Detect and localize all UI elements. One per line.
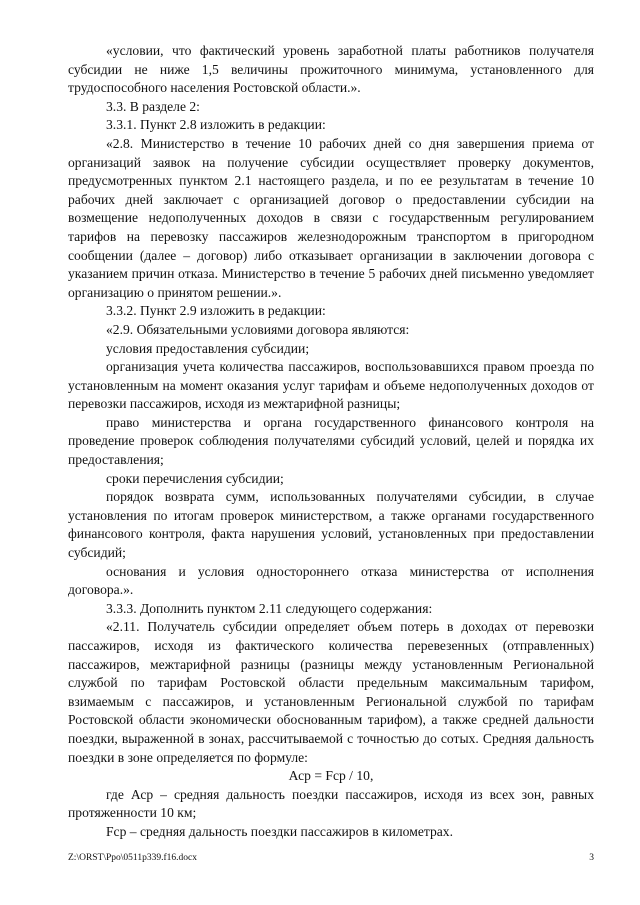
paragraph: условия предоставления субсидии; [106, 340, 310, 356]
paragraph: «условии, что фактический уровень заработной платы работников получателя субсидии не ниже 1,5 величины прожиточного минимума, установленного для трудоспособного населения Ростовской области.». [68, 43, 594, 96]
paragraph: 3.3.2. Пункт 2.9 изложить в редакции: [106, 303, 326, 319]
paragraph: «2.8. Министерство в течение 10 рабочих дней со дня завершения приема от организаций заявок на получение субсидии осуществляет проверку документов, предусмотренных пунктом 2.1 настоящего раздела, и по ее результатам в течение 10 рабочих дней заключает с организацией договор о предоставлении субсидии на возмещение недополученных доходов в связи с государственным регулированием тарифов на перевозку пассажиров железнодорожным транспортом в пригородном сообщении (далее – договор) либо отказывает организации в заключении договора с указанием причин отказа. Министерство в течение 5 рабочих дней письменно уведомляет организацию о принятом решении.». [68, 135, 594, 300]
paragraph: сроки перечисления субсидии; [106, 470, 284, 486]
paragraph: «2.11. Получатель субсидии определяет объем потерь в доходах от перевозки пассажиров, исходя из фактического количества перевезенных (отправленных) пассажиров, межтарифной разницы (разницы между установленным Региональной службой по тарифам Ростовской области предельным максимальным тарифом, взимаемым с пассажиров, и установленным Региональной службой по тарифам Ростовской области экономически обоснованным тарифом), а также средней дальности поездки, выраженной в зонах, рассчитываемой с точностью до сотых. Средняя дальность поездки в зоне определяется по формуле: [68, 619, 594, 765]
paragraph: 3.3.3. Дополнить пунктом 2.11 следующего содержания: [106, 600, 433, 616]
footer-file-path: Z:\ORST\Ppo\0511p339.f16.docx [68, 853, 197, 863]
paragraph: «2.9. Обязательными условиями договора являются: [106, 321, 410, 337]
paragraph: где Аср – средняя дальность поездки пассажиров, исходя из всех зон, равных протяженности 10 км; [68, 786, 594, 821]
paragraph: порядок возврата сумм, использованных получателями субсидии, в случае установления по итогам проверок министерством, а также органами государственного финансового контроля, факта нарушения условий, установленных при предоставлении субсидий; [68, 489, 594, 561]
paragraph: Fср – средняя дальность поездки пассажиров в километрах. [106, 823, 453, 839]
paragraph: организация учета количества пассажиров, воспользовавшихся правом проезда по установленным на момент оказания услуг тарифам и объеме недополученных доходов от перевозки пассажиров, исходя из межтарифной разницы; [68, 359, 594, 412]
document-body [68, 42, 594, 842]
page-number: 3 [589, 853, 594, 863]
paragraph: 3.3. В разделе 2: [106, 98, 200, 114]
paragraph: право министерства и органа государственного финансового контроля на проведение проверок соблюдения получателями субсидий условий, целей и порядка их предоставления; [68, 414, 594, 468]
paragraph: основания и условия одностороннего отказа министерства от исполнения договора.». [68, 563, 594, 598]
formula: Аср = Fср / 10, [288, 768, 374, 784]
paragraph: 3.3.1. Пункт 2.8 изложить в редакции: [106, 117, 326, 133]
